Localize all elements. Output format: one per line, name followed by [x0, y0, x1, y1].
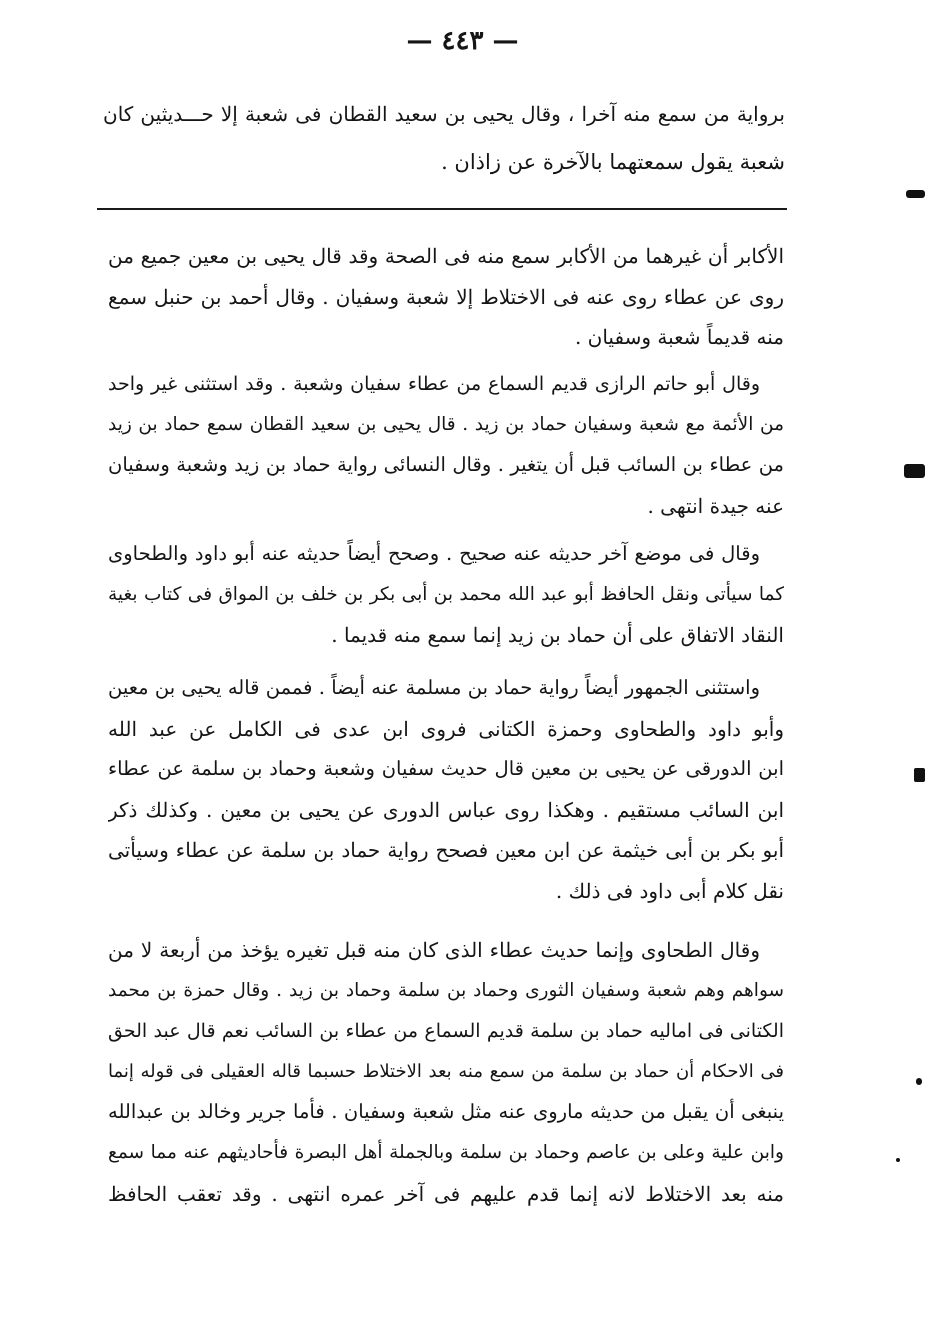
text-line: شعبة يقول سمعتهما بالآخرة عن زاذان . [441, 150, 785, 174]
scan-artifact-mark [916, 1078, 922, 1085]
text-line: ابن الدورقى عن يحيى بن معين قال حديث سفيان وشعبة وحماد بن سلمة عن عطاء [108, 757, 784, 781]
text-line: أبو بكر بن أبى خيثمة عن ابن معين فصحح رواية حماد بن سلمة عن عطاء وسيأتى [108, 838, 784, 863]
text-line: واستثنى الجمهور أيضاً رواية حماد بن مسلمة عنه أيضاً . فممن قاله يحيى بن معين [108, 676, 760, 699]
footnote-paragraph [108, 668, 784, 912]
text-line: نقل كلام أبى داود فى ذلك . [555, 878, 784, 903]
text-line: كما سيأتى ونقل الحافظ أبو عبد الله محمد بن أبى بكر بن خلف بن المواق فى كتاب بغية [108, 583, 784, 605]
text-line: الأكابر أن غيرهما من الأكابر سمع منه فى الصحة وقد قال يحيى بن معين جميع من [108, 244, 784, 268]
text-line: برواية من سمع منه آخرا ، وقال يحيى بن سعيد القطان فى شعبة إلا حـــديثين كان [103, 102, 785, 126]
footnote-paragraph [108, 534, 784, 656]
text-line: من عطاء بن السائب قبل أن يتغير . وقال النسائى رواية حماد بن زيد وشعبة وسفيان [108, 453, 784, 477]
text-line: وقال أبو حاتم الرازى قديم السماع من عطاء سفيان وشعبة . وقد استثنى غير واحد [108, 373, 760, 395]
scan-artifact-mark [904, 464, 925, 478]
scan-artifact-mark [896, 1158, 900, 1162]
text-line: فى الاحكام أن حماد بن سلمة من سمع منه بعد الاختلاط حسبما قاله العقيلى فى قوله إنما [108, 1060, 784, 1082]
main-text-paragraph [103, 90, 785, 186]
text-line: سواهم وهم شعبة وسفيان الثورى وحماد بن سلمة وحماد بن زيد . وقال حمزة بن محمد [108, 979, 784, 1001]
text-line: ينبغى أن يقبل من حديثه ماروى عنه مثل شعبة وسفيان . فأما جرير وخالد بن عبدالله [108, 1100, 784, 1124]
footnote-paragraph [108, 364, 784, 526]
text-line: وقال فى موضع آخر حديثه عنه صحيح . وصحح أيضاً حديثه عنه أبو داود والطحاوى [108, 542, 760, 565]
text-line: روى عن عطاء روى عنه فى الاختلاط إلا شعبة وسفيان . وقال أحمد بن حنبل سمع [108, 284, 784, 309]
scan-artifact-mark [914, 768, 925, 782]
text-line: وابن علية وعلى بن عاصم وحماد بن سلمة وبالجملة أهل البصرة فأحاديثهم عنه مما سمع [108, 1141, 784, 1163]
text-line: من الأئمة مع شعبة وسفيان حماد بن زيد . قال يحيى بن سعيد القطان سمع حماد بن زيد [108, 413, 784, 435]
text-line: النقاد الاتفاق على أن حماد بن زيد إنما سمع منه قديما . [331, 623, 784, 648]
footnote-paragraph [108, 236, 784, 358]
text-line: منه قديماً شعبة وسفيان . [574, 325, 784, 350]
scan-artifact-mark [906, 190, 925, 198]
footnote-separator-rule [97, 208, 787, 210]
text-line: عنه جيدة انتهى . [647, 493, 784, 518]
page-number: — ٤٤٣ — [406, 26, 519, 56]
text-line: ابن السائب مستقيم . وهكذا روى عباس الدورى عن يحيى بن معين . وكذلك ذكر [108, 797, 784, 822]
footnote-paragraph [108, 930, 784, 1214]
text-line: الكتانى فى اماليه حماد بن سلمة قديم السماع من عطاء بن السائب نعم قال عبد الحق [108, 1020, 784, 1043]
text-line: منه بعد الاختلاط لانه إنما قدم عليهم فى آخر عمره انتهى . وقد تعقب الحافظ [108, 1181, 784, 1206]
text-line: وقال الطحاوى وإنما حديث عطاء الذى كان منه قبل تغيره يؤخذ من أربعة لا من [108, 938, 760, 962]
text-line: وأبو داود والطحاوى وحمزة الكتانى فروى ابن عدى فى الكامل عن عبد الله [108, 716, 784, 741]
